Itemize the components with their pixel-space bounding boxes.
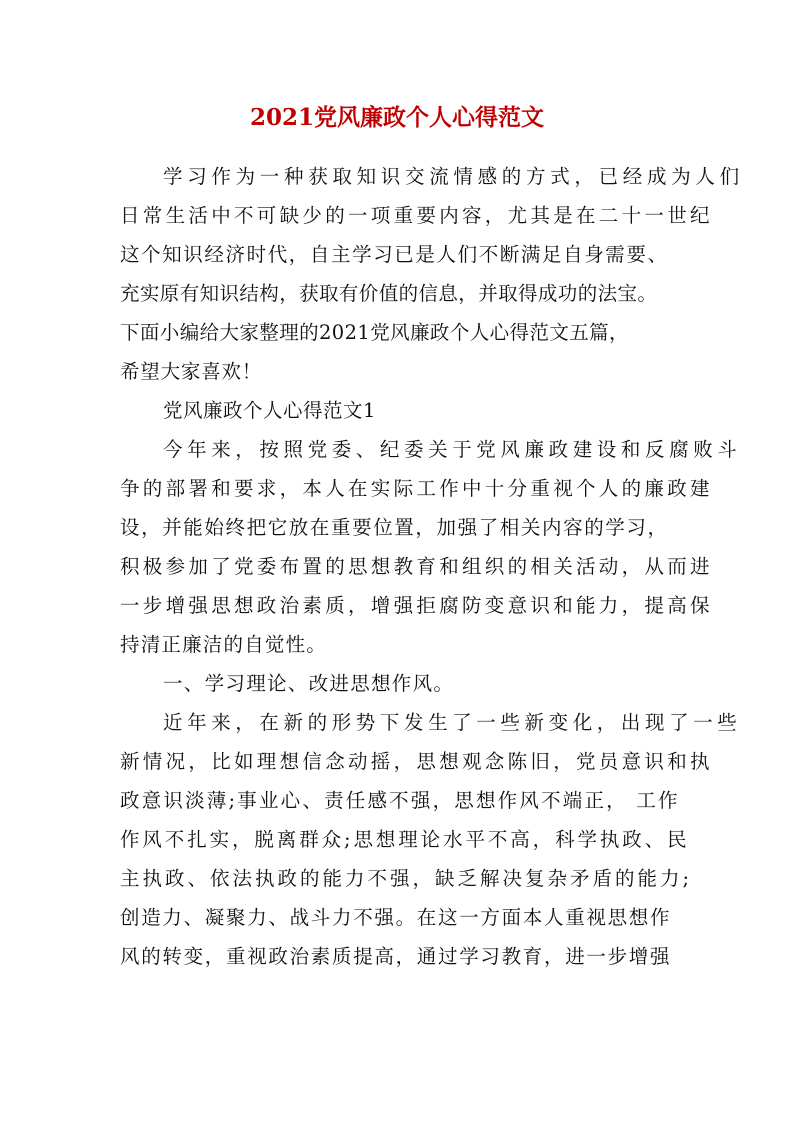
text-line-8: 争的部署和要求，本人在实际工作中十分重视个人的廉政建 xyxy=(120,477,713,500)
document-title: 2021党风廉政个人心得范文 xyxy=(249,104,544,131)
text-line-13: 近年来，在新的形势下发生了一些新变化，出现了一些 xyxy=(163,711,742,734)
text-line-10: 积极参加了党委布置的思想教育和组织的相关活动，从而进 xyxy=(120,555,713,578)
text-line-18: 创造力、凝聚力、战斗力不强。在这一方面本人重视思想作 xyxy=(120,906,672,929)
text-line-3: 这个知识经济时代，自主学习已是人们不断满足自身需要、 xyxy=(120,243,669,266)
text-line-16: 作风不扎实，脱离群众;思想理论水平不高，科学执政、民 xyxy=(120,828,690,851)
text-line-14: 新情况，比如理想信念动摇，思想观念陈旧，党员意识和执 xyxy=(120,750,713,773)
text-line-17: 主执政、依法执政的能力不强，缺乏解决复杂矛盾的能力; xyxy=(120,867,693,890)
text-line-9: 设，并能始终把它放在重要位置，加强了相关内容的学习， xyxy=(120,516,669,539)
text-line-15: 政意识淡薄;事业心、责任感不强，思想作风不端正， 工作 xyxy=(120,789,680,812)
subsection-heading-1: 一、学习理论、改进思想作风。 xyxy=(163,672,455,695)
text-line-11: 一步增强思想政治素质，增强拒腐防变意识和能力，提高保 xyxy=(120,594,713,617)
text-line-6: 希望大家喜欢！ xyxy=(120,360,263,383)
text-line-7: 今年来，按照党委、纪委关于党风廉政建设和反腐败斗 xyxy=(163,438,742,461)
text-line-19: 风的转变，重视政治素质提高，通过学习教育，进一步增强 xyxy=(120,945,672,968)
text-line-5: 下面小编给大家整理的2021党风廉政个人心得范文五篇， xyxy=(120,321,629,344)
text-line-12: 持清正廉洁的自觉性。 xyxy=(120,633,328,656)
text-line-1: 学习作为一种获取知识交流情感的方式，已经成为人们 xyxy=(163,165,744,188)
section-heading-1: 党风廉政个人心得范文1 xyxy=(163,399,376,422)
text-line-4: 充实原有知识结构，获取有价值的信息，并取得成功的法宝。 xyxy=(120,282,658,305)
text-line-2: 日常生活中不可缺少的一项重要内容，尤其是在二十一世纪 xyxy=(120,204,713,227)
